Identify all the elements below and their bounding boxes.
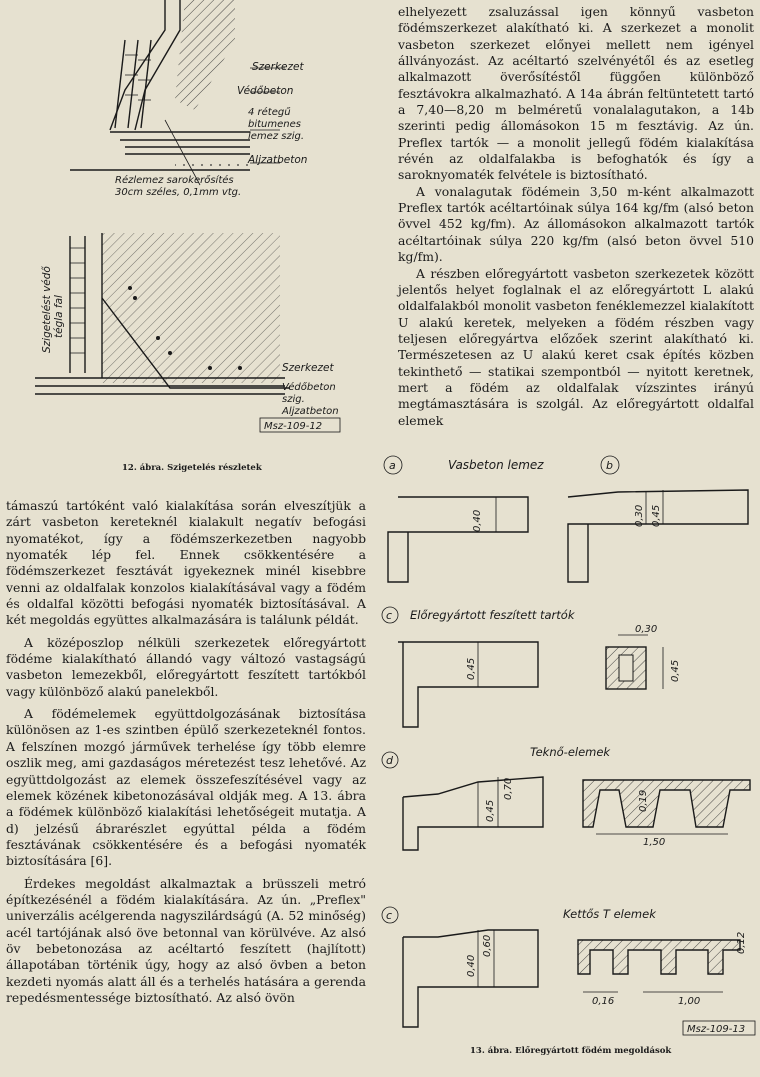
fig13-d-dim-3: 0,19 (638, 789, 649, 812)
fig13-letter-a: a (389, 459, 396, 472)
fig13-c1-title: Előregyártott feszített tartók (410, 608, 575, 622)
fig13-a-title: Vasbeton lemez (448, 458, 544, 472)
fig13-d-dim-1: 0,45 (485, 799, 496, 822)
fig13-d-title: Teknő-elemek (530, 745, 611, 759)
paragraph: elhelyezett zsaluzással igen könnyű vasbeton födémszerkezet alakítható ki. A szerkezet a monolit vasbeton szerkezet előnyei mellett nem igényel állványozást. Az acéltartó szelvényétől és az esetleg alkalmazott överősítéstől függően különböző fesztávokra alkalmazható. A 14a ábrán feltüntetett tartó a 7,40—8,20 m belméretű vonalalagutakon, a 14b szerinti pedig állomásokon 15 m fesztávig. Az ún. Preflex tartók — a monolit jellegű födém kialakítása révén az oldalfalakba is befoghatók és így a saroknyomaték felvétele is biztosítható. (398, 4, 754, 183)
fig13-b-dim-1: 0,30 (634, 504, 645, 527)
fig12-code: Msz-109-12 (264, 421, 323, 432)
fig13-d-dim-2: 0,70 (503, 777, 514, 800)
fig13-e-dim-2: 0,60 (482, 934, 493, 957)
fig12b-label-base: Aljzatbeton (282, 406, 339, 417)
fig13-letter-b: b (606, 459, 613, 472)
figure-12-bottom-labels (264, 380, 380, 452)
fig12-label-sheet-2: 30cm széles, 0,1mm vtg. (115, 187, 242, 198)
fig13-caption: 13. ábra. Előregyártott födém megoldások (470, 1046, 672, 1056)
paragraph: A födémelemek együttdolgozásának biztosítása különösen az 1-es szintben épülő szerkezeteknél fontos. A felszínen mozgó járművek terhelése így több elemre oszlik meg, ami gazdaságos méretezést tesz lehetővé. Az együttdolgozást az elemek összefeszítésével vagy az elemek közének kibetonozásával oldják meg. A 13. ábra a födémek különböző kialakítási lehetőségeit mutatja. A d) jelzésű ábrarészlet egyúttal példa a födém fesztávának csökkentésére és a befogási nyomaték biztosítására [6]. (6, 706, 366, 869)
fig13-letter-e: c (386, 909, 393, 922)
fig13-code: Msz-109-13 (687, 1024, 746, 1035)
fig13-b-dim-2: 0,45 (651, 504, 662, 527)
fig13-e-dim-1: 0,40 (466, 954, 477, 977)
fig12b-label-protect-1: Védőbeton (282, 382, 336, 393)
fig12-label-layers-3: lemez szig. (248, 131, 305, 142)
fig13-e-title: Kettős T elemek (563, 907, 656, 921)
fig13-d-dim-4: 1,50 (643, 837, 666, 848)
fig12-label-structure: Szerkezet (252, 61, 304, 73)
fig12-label-layers-2: bitumenes (248, 119, 301, 130)
fig13-c1-dim-1: 0,45 (466, 657, 477, 680)
left-column-text (6, 498, 366, 1006)
fig13-letter-c: c (386, 609, 393, 622)
fig13-c1-dim-3: 0,45 (670, 659, 681, 682)
fig13-letter-d: d (386, 754, 393, 767)
fig12-label-protect: Védőbeton (237, 85, 294, 97)
paragraph: Érdekes megoldást alkalmaztak a brüsszeli metró építkezésénél a födém kialakítására. Az ún. „Preflex" univerzális acélgerenda nagyszilárdságú (A. 52 minőség) acél tartójának alsó öve betonnal van körülvéve. Az alsó öv bebetonozása az acéltartó feszített (hajlított) állapotában történik úgy, hogy az alsó övben a beton kezdeti nyomás alatt áll és a terhelés hatására a gerenda repedésmentessége biztosítható. Az alsó övön (6, 875, 366, 1005)
fig12-label-sheet-1: Rézlemez sarokerősítés (115, 175, 234, 186)
figure-12-top-drawing (55, 0, 385, 200)
figure-13-drawing (378, 452, 760, 1048)
fig12b-label-protect-2: szig. (282, 394, 305, 405)
figure-12-bottom-drawing (30, 228, 380, 403)
fig12-label-wall-2: tégla fal (53, 295, 65, 338)
fig12b-label-structure: Szerkezet (282, 362, 334, 374)
right-column-text (398, 4, 754, 429)
fig12-caption: 12. ábra. Szigetelés részletek (122, 463, 262, 473)
fig13-c1-dim-2: 0,30 (635, 624, 658, 635)
fig12-label-layers-1: 4 rétegű (248, 107, 291, 118)
fig12-label-wall-1: Szigetelést védő (41, 266, 53, 353)
paragraph: A középoszlop nélküli szerkezetek előregyártott födéme kialakítható állandó vagy változó vastagságú vasbeton lemezekből, előregyártott feszített tartókból vagy különböző alakú panelekből. (6, 634, 366, 699)
fig13-e-dim-5: 1,00 (678, 996, 701, 1007)
paragraph: A vonalagutak födémein 3,50 m-ként alkalmazott Preflex tartók acéltartóinak súlya 164 kg/fm (alsó beton övvel 452 kg/fm). Az állomásokon alkalmazott tartók acéltartóinak súlya 220 kg/fm (alsó beton övvel 510 kg/fm). (398, 183, 754, 265)
fig12-label-base: Aljzatbeton (248, 154, 308, 166)
fig13-e-dim-4: 0,16 (592, 996, 615, 1007)
paragraph: A részben előregyártott vasbeton szerkezetek között jelentős helyet foglalnak el az előregyártott L alakú oldalfalakból monolit vasbeton fenéklemezzel kialakított U alakú keretek, melyeken a födém részben vagy teljesen előregyártva előzőek szerint alakítható ki. Természetesen az U alakú keret csak építés közben tekinthető — statikai szempontból — nyitott keretnek, mert a födém az oldalfalak vízszintes irányú megtámasztására is szolgál. Az előregyártott oldalfal elemek (398, 265, 754, 428)
paragraph: támaszú tartóként való kialakítása során elveszítjük a zárt vasbeton kereteknél kialakult negatív befogási nyomatékot, így a födémszerkezetben nagyobb nyomaték lép fel. Ennek csökkentésére a födémszerkezet fesztávát igyekeznek minél kisebbre venni az oldalfalak konzolos kialakításával vagy a födém és oldalfal közötti befogási nyomaték biztosításával. A két megoldás együttes alkalmazására is találunk példát. (6, 498, 366, 628)
fig13-a-dim: 0,40 (472, 509, 483, 532)
fig13-e-dim-3: 0,12 (736, 931, 747, 954)
